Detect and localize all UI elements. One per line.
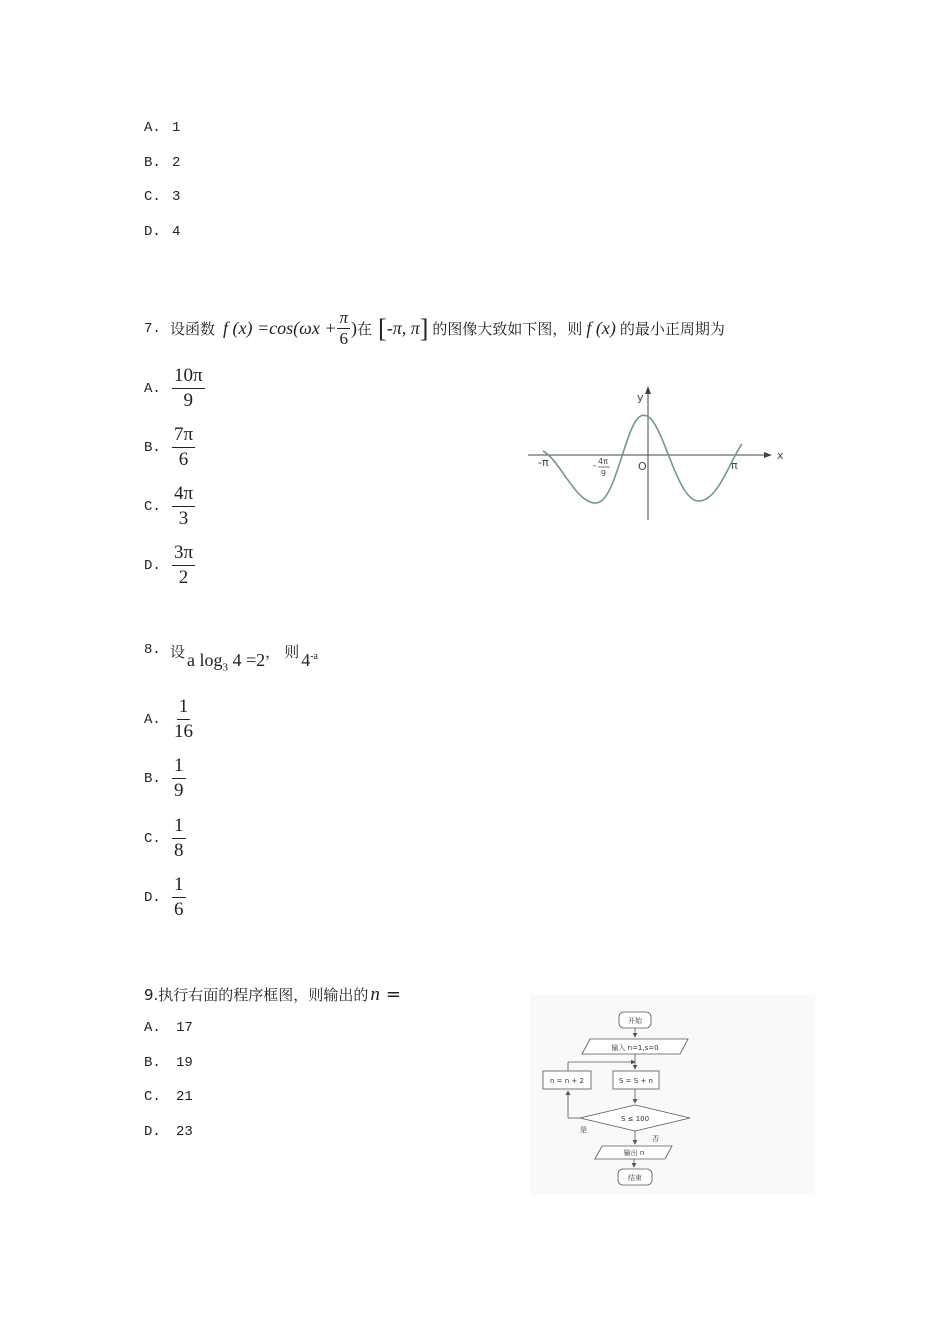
option-label: A. [144,380,161,397]
q7-in: 在 [357,320,373,338]
frac-den: 9 [183,390,194,411]
q8-option-b [144,754,186,803]
q8-comma: ， [265,643,281,661]
y-axis-arrow [645,386,651,394]
q8-option-c [144,814,186,863]
q6-option-b [144,155,180,171]
option-label: C. [144,1089,161,1105]
y-axis-label: y [637,391,644,404]
frac-den: 8 [174,840,184,861]
no-label: 否 [652,1135,659,1143]
q9-option-d [144,1124,193,1140]
q9-text: 9.执行右面的程序框图，则输出的 [144,986,369,1004]
q9-stem [144,984,401,1006]
frac-num: 1 [177,695,191,720]
q9-eq: = [385,984,401,1005]
expr-a-log: a log [187,650,223,670]
option-value: 4 [172,224,181,240]
option-fraction [172,482,195,531]
q6-option-a [144,120,180,136]
start-label: 开始 [628,1017,642,1025]
frac-den: 2 [178,567,189,588]
option-value: 23 [176,1124,193,1140]
q7-option-d [144,541,195,590]
option-value: 21 [176,1089,193,1105]
q7-option-b [144,423,195,472]
tick-num: 4π [598,457,608,466]
option-label: B. [144,155,161,171]
frac-den: 6 [178,449,189,470]
option-fraction [172,754,186,803]
q7-text-post: 的最小正周期为 [619,320,725,338]
q7-option-c [144,482,195,531]
q6-option-d [144,224,180,240]
q6-option-c [144,189,180,205]
log-base: 3 [222,661,229,674]
input-label: 输入 n=1,s=0 [611,1044,659,1052]
option-label: C. [144,498,161,515]
q7-number: 7. [144,320,161,337]
x-axis-label: x [777,449,784,462]
flowchart [530,995,815,1195]
option-fraction [172,364,205,413]
q7-func-close: ) [351,318,358,338]
q7-text-mid: 的图像大致如下图，则 [432,320,583,338]
option-label: A. [144,711,161,728]
option-value: 1 [172,120,181,136]
q8-text-then: 则 [284,643,300,661]
q7-stem [144,308,725,349]
q8-text-pre: 设 [170,643,186,661]
right-bracket: ] [419,313,429,343]
q8-stem [144,640,318,674]
power-exp: -a [310,651,318,662]
q8-number: 8. [144,642,161,658]
option-label: A. [144,1020,161,1036]
q9-option-c [144,1089,193,1105]
option-label: B. [144,770,161,787]
flowchart-background [530,995,815,1195]
q7-func: f (x) =cos(ωx + [223,318,337,338]
q7-text-pre: 设函数 [170,320,216,338]
option-value: 2 [172,155,181,171]
option-fraction [172,695,195,744]
q8-option-a [144,695,195,744]
condition-label: S ≤ 100 [620,1115,650,1123]
q7-option-a [144,364,205,413]
option-value: 17 [176,1020,193,1036]
q9-option-b [144,1055,193,1071]
cosine-graph [520,380,790,530]
q7-pi-over-6 [337,308,350,349]
frac-num: 3π [172,541,195,566]
q9-var: n [370,984,380,1005]
option-fraction [172,814,186,863]
option-label: D. [144,1124,161,1140]
option-label: C. [144,830,161,847]
option-value: 3 [172,189,181,205]
tick-den: 9 [601,469,607,478]
frac-num: π [339,308,349,327]
frac-num: 1 [172,873,186,898]
output-label: 输出 n [623,1149,645,1157]
power-base: 4 [301,650,311,670]
option-label: A. [144,120,161,136]
option-fraction [172,873,186,922]
option-fraction [172,541,195,590]
frac-den: 6 [174,899,184,920]
left-bracket: [ [378,313,387,343]
increment-label: n = n + 2 [550,1077,584,1085]
option-value: 19 [176,1055,193,1071]
q8-option-d [144,873,186,922]
option-label: B. [144,1055,161,1071]
x-axis-arrow [764,452,772,458]
option-label: D. [144,224,161,240]
accumulate-label: S = S + n [619,1077,653,1085]
origin-label: O [638,460,647,473]
frac-num: 1 [172,814,186,839]
option-label: D. [144,557,161,574]
tick-sign: - [593,461,597,471]
expr-rest: 4 =2 [232,650,266,670]
option-label: B. [144,439,161,456]
frac-den: 3 [178,508,189,529]
q9-option-a [144,1020,193,1036]
pi-label: π [731,459,738,472]
frac-num: 10π [172,364,205,389]
frac-den: 6 [339,329,348,348]
frac-den: 16 [174,721,193,742]
q7-fx: f (x) [586,318,616,338]
option-label: C. [144,189,161,205]
option-label: D. [144,889,161,906]
option-fraction [172,423,195,472]
neg-pi-label: -π [538,456,549,469]
q8-power [301,650,318,671]
q7-interval: -π, π [386,318,420,338]
frac-num: 7π [172,423,195,448]
frac-den: 9 [174,780,184,801]
frac-num: 4π [172,482,195,507]
frac-num: 1 [172,754,186,779]
yes-label: 是 [580,1126,587,1134]
q8-expression [187,650,265,674]
end-label: 结束 [628,1174,642,1182]
